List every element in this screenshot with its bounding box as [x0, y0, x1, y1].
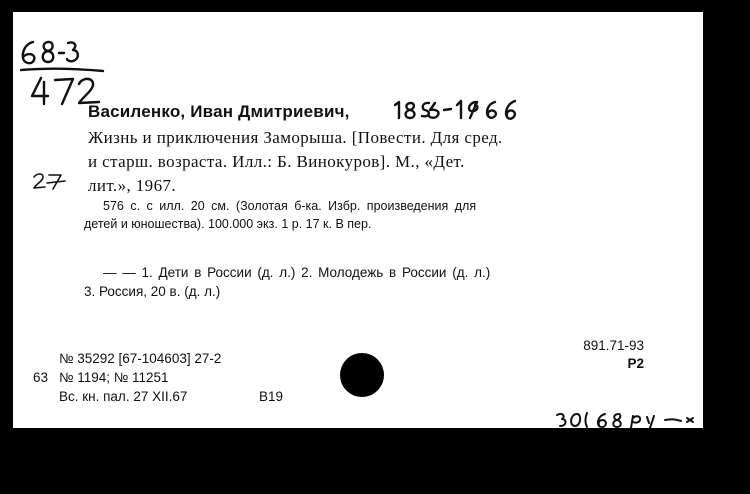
registration-line-2-prefix: 63	[33, 370, 49, 385]
title-line-3: лит.», 1967.	[88, 176, 177, 195]
classification-udc: 891.71-93	[583, 338, 644, 353]
registration-code: В19	[259, 389, 284, 404]
subject-headings-line-2: 3. Россия, 20 в. (д. л.)	[84, 284, 221, 299]
handwritten-author-years	[391, 96, 531, 124]
title-line-2: и старш. возраста. Илл.: Б. Винокуров]. М., «Дет.	[88, 152, 465, 171]
catalog-card	[13, 12, 703, 428]
registration-line-2: № 1194; № 11251	[59, 370, 169, 385]
handwritten-note	[553, 410, 703, 428]
margin-mark	[31, 170, 71, 192]
handwritten-shelfmark	[15, 38, 115, 110]
physical-description-line-1: 576 с. с илл. 20 см. (Золотая б-ка. Избр. произведения для	[103, 199, 477, 213]
title-line-1: Жизнь и приключения Заморыша. [Повести. Для сред.	[88, 128, 503, 147]
subject-headings-line-1: — — 1. Дети в России (д. л.) 2. Молодежь в России (д. л.)	[103, 265, 491, 280]
registration-line-1: № 35292 [67-104603] 27-2	[59, 351, 222, 366]
author-name: Василенко, Иван Дмитриевич,	[88, 102, 350, 121]
registration-line-3: Вс. кн. пал. 27 XII.67	[59, 389, 188, 404]
classification-mark: Р2	[627, 356, 644, 371]
physical-description-line-2: детей и юношества). 100.000 экз. 1 р. 17 к. В пер.	[84, 217, 372, 231]
punch-hole	[340, 353, 384, 397]
